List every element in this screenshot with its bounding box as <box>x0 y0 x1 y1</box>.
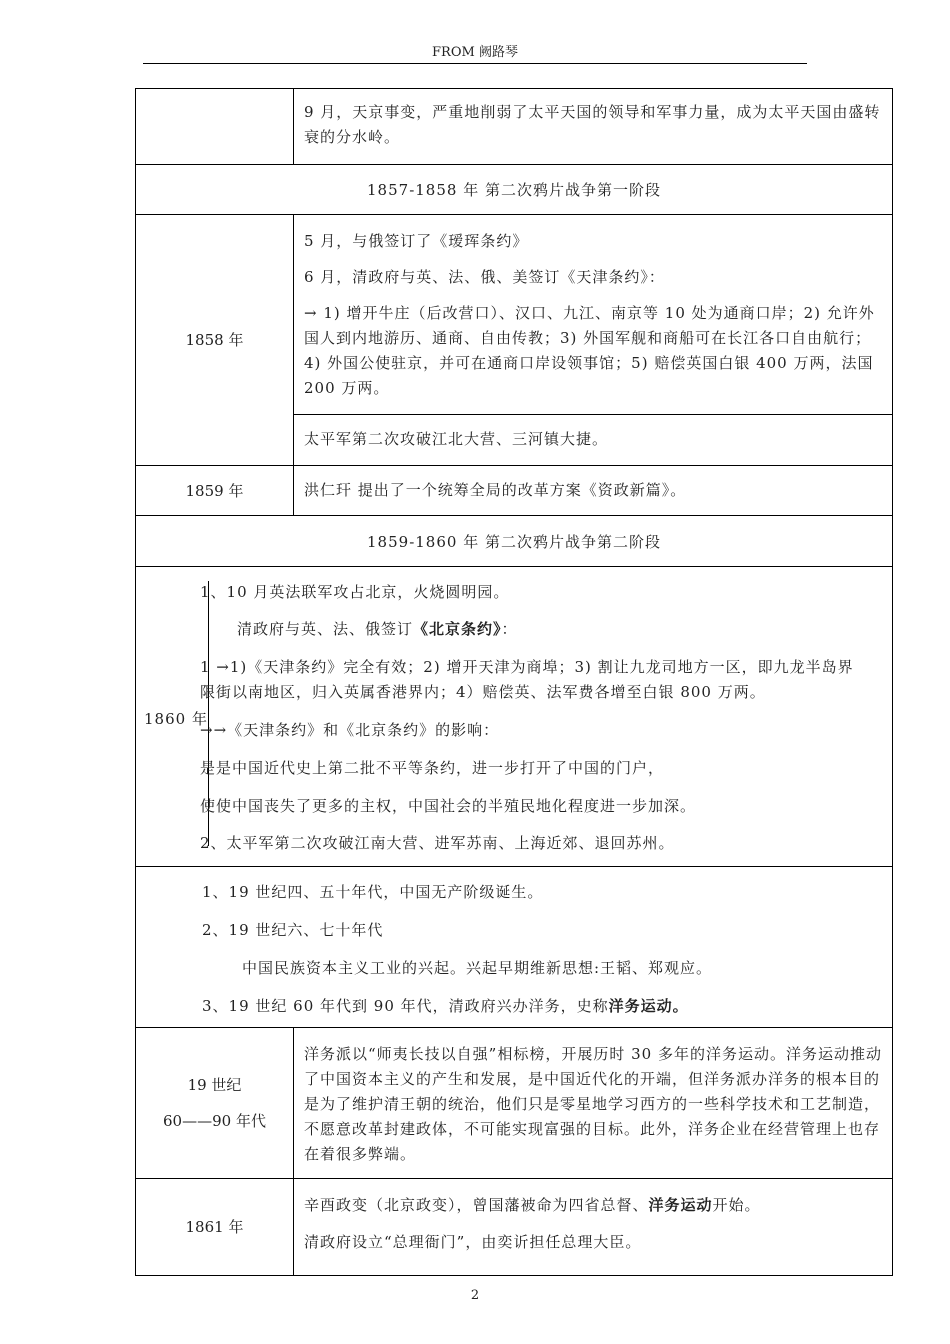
section-title: 1857-1858 年 第二次鸦片战争第一阶段 <box>367 181 661 199</box>
event-line: 清政府与英、法、俄签订《北京条约》： <box>237 620 518 638</box>
movement-name: 洋务运动。 <box>608 997 689 1015</box>
event-line: 中国民族资本主义工业的兴起。兴起早期维新思想:王韬、郑观应。 <box>242 959 713 977</box>
history-table <box>135 88 893 1276</box>
year-cell <box>136 466 294 515</box>
event-line: 太平军第二次攻破江北大营、三河镇大捷。 <box>304 430 609 448</box>
year-range-label: 60——90 年代 <box>163 1112 266 1130</box>
year-cell <box>136 215 294 465</box>
event-cell <box>294 1028 892 1178</box>
year-label: 1859 年 <box>185 481 244 500</box>
table-row <box>136 214 892 465</box>
page-header: FROM 阙路琴 <box>432 45 518 60</box>
event-cell <box>294 466 892 515</box>
event-line: 辛酉政变（北京政变），曾国藩被命为四省总督、洋务运动开始。 <box>304 1196 761 1214</box>
event-line: 6 月，清政府与英、法、俄、美签订《天津条约》： <box>304 268 665 286</box>
event-text: 9 月，天京事变，严重地削弱了太平天国的领导和军事力量，成为太平天国由盛转衰的分水岭。 <box>304 103 881 146</box>
page-number: 2 <box>470 1288 480 1303</box>
event-cell <box>294 89 892 164</box>
event-line: 1、10 月英法联军攻占北京，火烧圆明园。 <box>200 583 510 601</box>
event-line: 5 月，与俄签订了《瑷珲条约》 <box>304 232 529 250</box>
event-line: 1、19 世纪四、五十年代，中国无产阶级诞生。 <box>202 883 544 901</box>
table-row <box>136 465 892 515</box>
event-line: 限街以南地区，归入英属香港界内；4）赔偿英、法军费各增至白银 800 万两。 <box>200 683 766 701</box>
section-row <box>136 515 892 566</box>
event-line: →→《天津条约》和《北京条约》的影响： <box>200 721 500 739</box>
event-cell <box>294 1179 892 1275</box>
treaty-name: 《北京条约》 <box>413 620 502 638</box>
year-cell-empty <box>136 89 294 164</box>
table-row <box>136 866 892 1027</box>
event-line: 清政府设立“总理衙门”，由奕䜣担任总理大臣。 <box>304 1233 642 1251</box>
year-cell <box>136 1179 294 1275</box>
table-row <box>136 1178 892 1275</box>
event-line: 1 →1)《天津条约》完全有效；2) 增开天津为商埠；3) 割让九龙司地方一区，即九龙半岛界 <box>200 658 854 676</box>
table-row <box>136 89 892 164</box>
event-subcell <box>294 414 892 465</box>
year-cell <box>136 1028 294 1178</box>
year-label: 1861 年 <box>185 1218 244 1236</box>
section-title: 1859-1860 年 第二次鸦片战争第二阶段 <box>367 532 661 551</box>
event-line: 是是中国近代史上第二批不平等条约，进一步打开了中国的门户， <box>200 759 665 777</box>
section-row <box>136 164 892 214</box>
table-row <box>136 1027 892 1178</box>
header-rule <box>143 63 807 64</box>
year-label: 1860 年 <box>144 710 208 728</box>
event-cell <box>294 215 892 465</box>
event-line: 2、19 世纪六、七十年代 <box>202 921 384 939</box>
movement-name: 洋务运动 <box>648 1196 713 1214</box>
event-block <box>294 229 892 401</box>
event-text: 洋务派以“师夷长技以自强”相标榜，开展历时 30 多年的洋务运动。洋务运动推动了中国资本主义的产生和发展，是中国近代化的开端，但洋务派办洋务的根本目的是为了维护清王朝的统治，他们只是零星地学习西方的一些科学技术和工艺制造，不愿意改革封建政体，不可能实现富强的目标。此外，洋务企业在经营管理上也存在着很多弊端。 <box>304 1045 882 1163</box>
event-text: 洪仁玕 提出了一个统筹全局的改革方案《资政新篇》。 <box>304 481 687 499</box>
year-label: 1858 年 <box>185 331 244 349</box>
table-row <box>136 566 892 866</box>
event-line: 3、19 世纪 60 年代到 90 年代，清政府兴办洋务，史称洋务运动。 <box>202 997 689 1015</box>
event-line: → 1) 增开牛庄（后改营口）、汉口、九江、南京等 10 处为通商口岸；2) 允许外国人到内地游历、通商、自由传教；3) 外国军舰和商船可在长江各口自由航行；4) 外国公使驻京，并可在通商口岸设领事馆；5) 赔偿英国白银 400 万两，法国 200 万两。 <box>304 304 875 397</box>
year-label: 19 世纪 <box>187 1076 242 1094</box>
event-line: 2、太平军第二次攻破江南大营、进军苏南、上海近郊、退回苏州。 <box>200 834 675 852</box>
event-line: 使使中国丧失了更多的主权，中国社会的半殖民地化程度进一步加深。 <box>200 797 697 815</box>
